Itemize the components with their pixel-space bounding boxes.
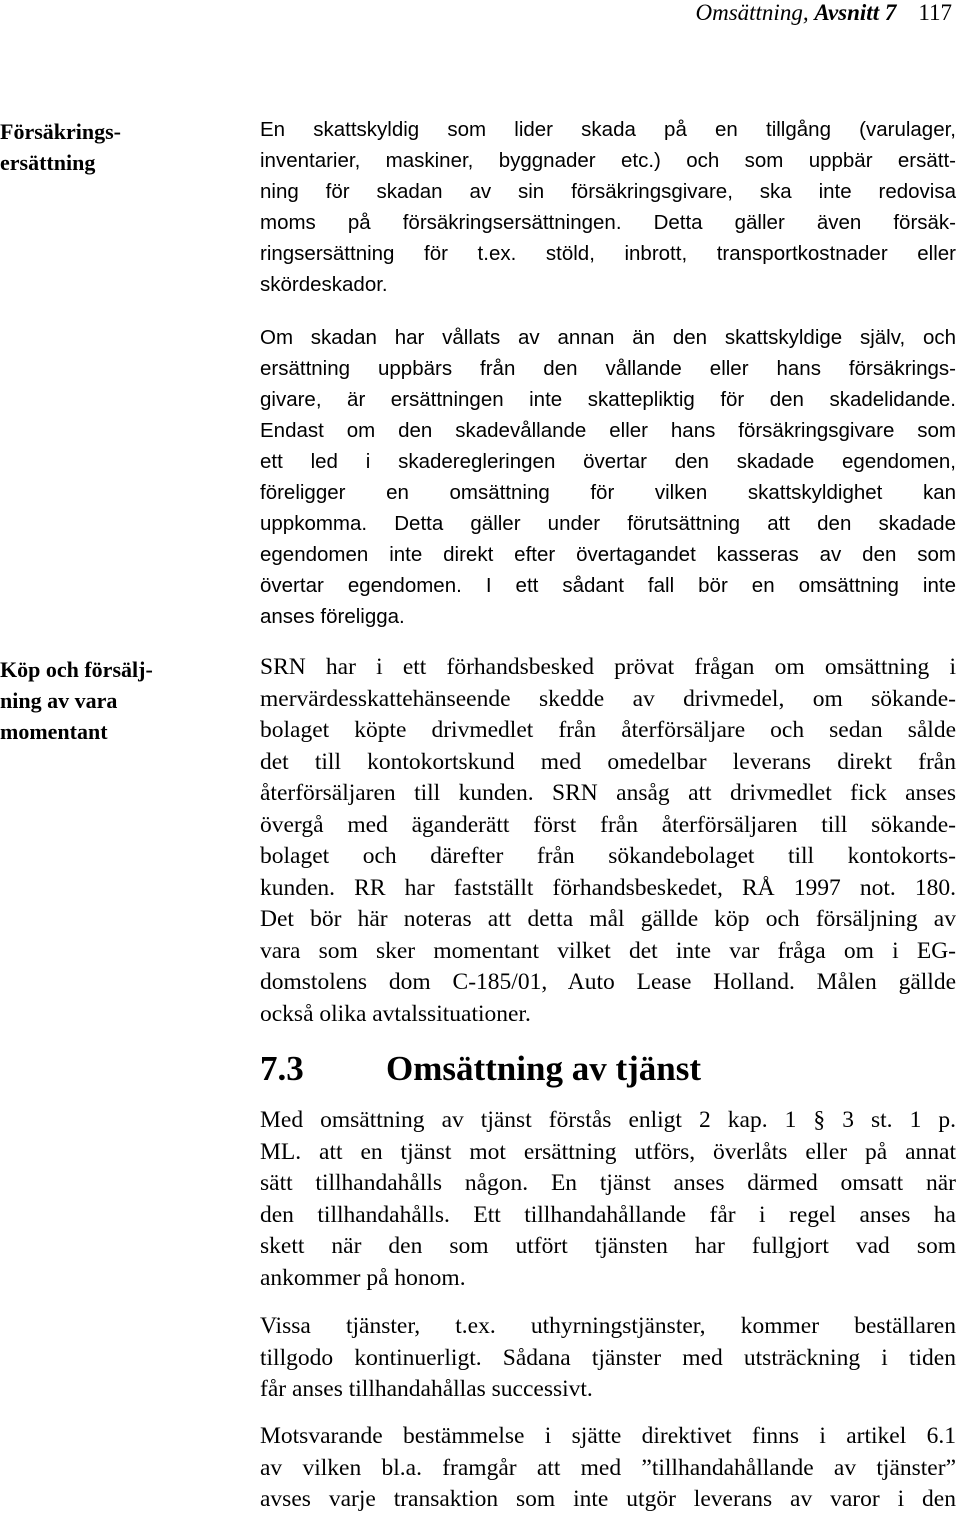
text-line: ringsersättning för t.ex. stöld, inbrott, transportkostnader eller <box>260 242 956 265</box>
text-line: återförsäljaren till kunden. SRN ansåg att drivmedlet fick anses <box>260 780 956 806</box>
text-line: inventarier, maskiner, byggnader etc.) och som uppbär ersätt- <box>260 149 956 172</box>
text-line: av vilken bl.a. framgår att med ”tillhandahållande av tjänster” <box>260 1454 956 1481</box>
text-line: föreligger en omsättning för vilken skattskyldighet kan <box>260 481 956 504</box>
text-line: också olika avtalssituationer. <box>260 1000 531 1027</box>
margin-note-kop-och-forsaljning <box>0 654 220 747</box>
text-line: Med omsättning av tjänst förstås enligt 2 kap. 1 § 3 st. 1 p. <box>260 1107 956 1133</box>
text-line: uppkomma. Detta gäller under förutsättning att den skadade <box>260 512 956 535</box>
text-line: mervärdesskattehänseende skedde av drivmedel, om sökande- <box>260 685 956 712</box>
text-line: givare, är ersättningen inte skattepliktig för den skadelidande. <box>260 388 956 411</box>
text-line: En skattskyldig som lider skada på en tillgång (varulager, <box>260 118 956 141</box>
paragraph-6 <box>260 1421 956 1516</box>
page-number: 117 <box>918 0 952 25</box>
text-line: domstolens dom C-185/01, Auto Lease Holland. Målen gällde <box>260 969 956 995</box>
margin-note-forsakringsersattning <box>0 116 220 178</box>
page-header <box>695 0 952 26</box>
paragraph-3 <box>260 652 956 1030</box>
margin-note-line: Köp och försälj- <box>0 657 153 682</box>
text-line: egendomen inte direkt efter övertagandet kasseras av den som <box>260 543 956 566</box>
text-line: SRN har i ett förhandsbesked prövat frågan om omsättning i <box>260 654 956 680</box>
section-number: 7.3 <box>260 1049 304 1088</box>
text-line: sätt tillhandahålls någon. En tjänst anses därmed omsatt när <box>260 1170 956 1196</box>
paragraph-4 <box>260 1105 956 1294</box>
text-line: tillgodo kontinuerligt. Sådana tjänster med utsträckning i tiden <box>260 1344 956 1371</box>
text-line: bolaget köpte drivmedlet från återförsäljare och sedan sålde <box>260 717 956 743</box>
text-line: ersättning uppbärs från den vållande eller hans försäkrings- <box>260 357 956 380</box>
text-line: får anses tillhandahållas successivt. <box>260 1376 593 1402</box>
margin-note-line: ning av vara <box>0 688 118 713</box>
header-section: Avsnitt 7 <box>814 0 897 25</box>
header-title: Omsättning, <box>695 0 815 25</box>
text-line: ankommer på honom. <box>260 1264 466 1291</box>
text-line: Det bör här noteras att detta mål gällde köp och försäljning av <box>260 906 956 932</box>
text-line: ning för skadan av sin försäkringsgivare, ska inte redovisa <box>260 180 956 203</box>
section-heading <box>260 1049 701 1089</box>
margin-note-line: momentant <box>0 719 108 744</box>
paragraph-1 <box>260 114 956 300</box>
text-line: ML. att en tjänst mot ersättning utförs, överlåts eller på annat <box>260 1138 956 1165</box>
margin-note-line: Försäkrings- <box>0 119 121 144</box>
text-line: skördeskador. <box>260 273 388 296</box>
text-line: det till kontokortskund med omedelbar leverans direkt från <box>260 748 956 775</box>
text-line: skett när den som utfört tjänsten har fullgjort vad som <box>260 1233 956 1259</box>
text-line: Vissa tjänster, t.ex. uthyrningstjänster, kommer beställaren <box>260 1313 956 1339</box>
paragraph-5 <box>260 1311 956 1406</box>
text-line: vara som sker momentant vilket det inte var fråga om i EG- <box>260 937 956 964</box>
text-line: kunden. RR har fastställt förhandsbeskedet, RÅ 1997 not. 180. <box>260 874 956 901</box>
margin-note-line: ersättning <box>0 150 96 175</box>
section-title: Omsättning av tjänst <box>386 1049 702 1088</box>
text-line: ett led i skaderegleringen övertar den skadade egendomen, <box>260 450 956 473</box>
text-line: övergå med äganderätt först från återförsäljaren till sökande- <box>260 811 956 838</box>
text-line: Motsvarande bestämmelse i sjätte direktivet finns i artikel 6.1 <box>260 1423 956 1449</box>
text-line: moms på försäkringsersättningen. Detta gäller även försäk- <box>260 211 956 234</box>
text-line: övertar egendomen. I ett sådant fall bör en omsättning inte <box>260 574 956 597</box>
text-line: den tillhandahålls. Ett tillhandahållande får i regel anses ha <box>260 1201 956 1228</box>
text-line: bolaget och därefter från sökandebolaget till kontokorts- <box>260 843 956 869</box>
text-line: Endast om den skadevållande eller hans försäkringsgivare som <box>260 419 956 442</box>
text-line: anses föreligga. <box>260 605 405 628</box>
text-line: avses varje transaktion som inte utgör leverans av varor i den <box>260 1486 956 1512</box>
paragraph-2 <box>260 322 956 632</box>
text-line: Om skadan har vållats av annan än den skattskyldige själv, och <box>260 326 956 349</box>
